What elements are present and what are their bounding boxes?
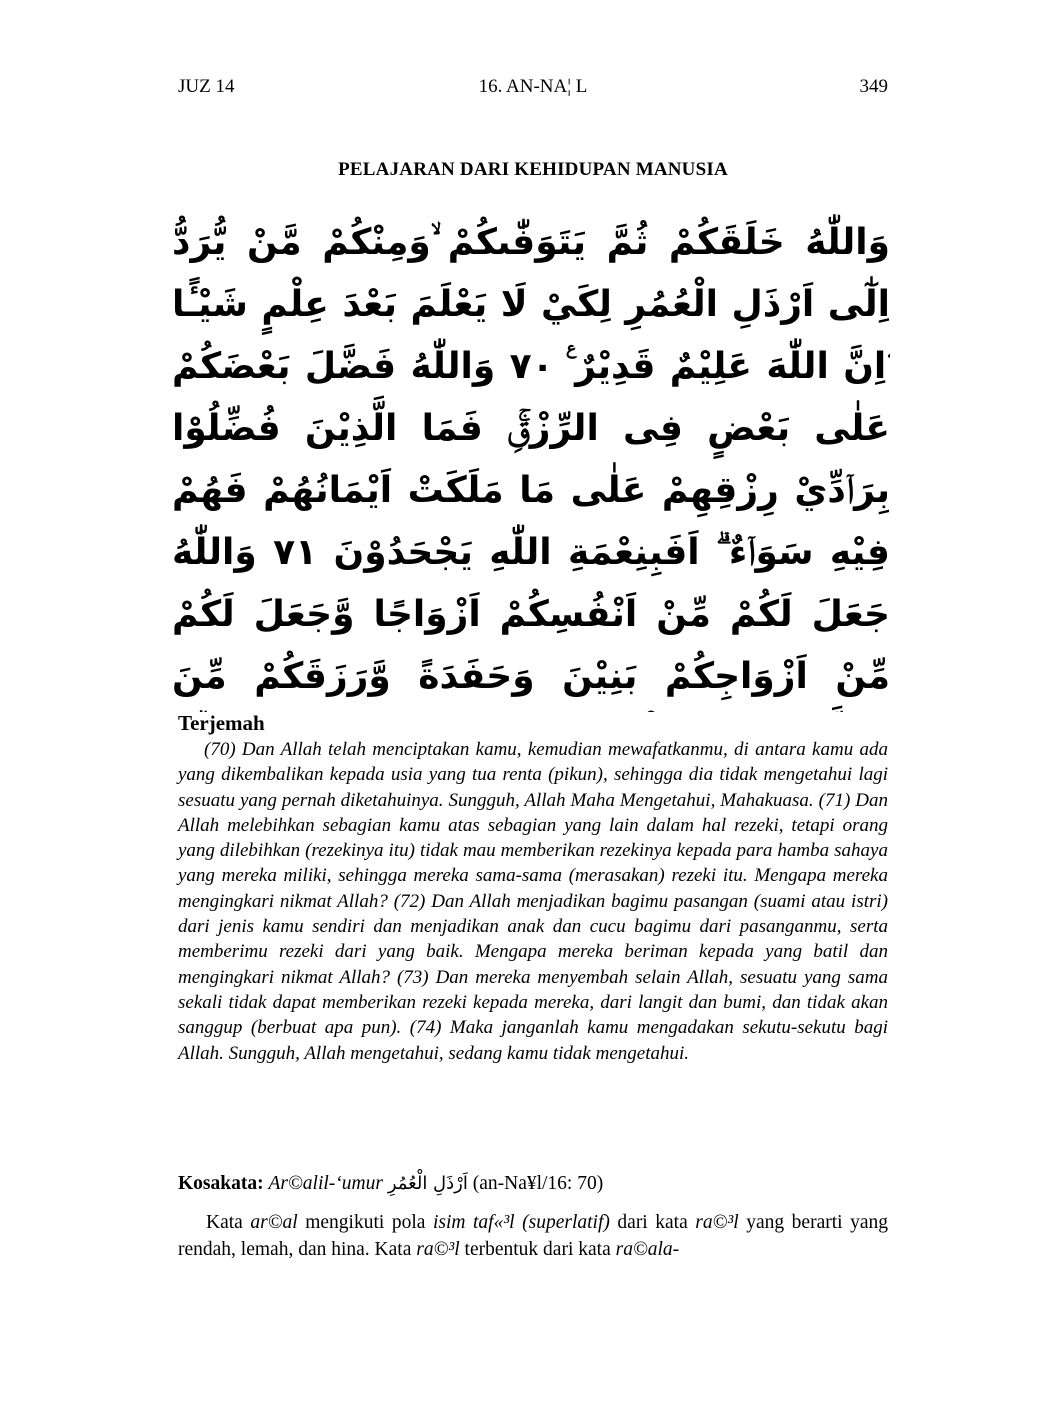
body-text: terbentuk dari kata (459, 1239, 616, 1260)
kosakata-arabic: اَرْذَلِ الْعُمُرِ (387, 1173, 468, 1194)
surah-label: 16. AN-NA¦ L (478, 76, 588, 97)
body-text: Kata (206, 1212, 251, 1233)
body-term: ra©³l (416, 1239, 460, 1260)
kosakata-reference: (an-Na¥l/16: 70) (472, 1173, 604, 1194)
body-term: isim taf«³l (superlatif) (432, 1212, 610, 1233)
body-term: ra©³l (695, 1212, 739, 1233)
page-title: PELAJARAN DARI KEHIDUPAN MANUSIA (338, 159, 728, 180)
kosakata-explanation (178, 1209, 888, 1263)
body-text: dari kata (609, 1212, 696, 1233)
kosakata-term: Ar©alil-‘umur (268, 1173, 383, 1194)
running-header (178, 76, 888, 100)
section-heading: Terjemah (178, 711, 265, 735)
body-text: mengikuti pola (297, 1212, 433, 1233)
body-term: ar©al (250, 1212, 298, 1233)
kosakata-line (178, 1173, 888, 1195)
arabic-verses: وَاللّٰهُ خَلَقَكُمْ ثُمَّ يَتَوَفّٰىكُمْ ۙوَمِنْكُمْ مَّنْ يُّرَدُّ اِلٰٓى اَرْذَلِ الْعُمُرِ لِكَيْ لَا يَعْلَمَ بَعْدَ عِلْمٍ شَيْـًٔا ۗاِنَّ اللّٰهَ عَلِيْمٌ قَدِيْرٌ ࣖ ٧٠ وَاللّٰهُ فَضَّلَ بَعْضَكُمْ عَلٰى بَعْضٍ فِى الرِّزْقِۚ فَمَا الَّذِيْنَ فُضِّلُوْا بِرَاۤدِّيْ رِزْقِهِمْ عَلٰى مَا مَلَكَتْ اَيْمَانُهُمْ فَهُمْ فِيْهِ سَوَاۤءٌ ۗ اَفَبِنِعْمَةِ اللّٰهِ يَجْحَدُوْنَ ٧١ وَاللّٰهُ جَعَلَ لَكُمْ مِّنْ اَنْفُسِكُمْ اَزْوَاجًا وَّجَعَلَ لَكُمْ مِّنْ اَزْوَاجِكُمْ بَنِيْنَ وَحَفَدَةً وَّرَزَقَكُمْ مِّنَ (172, 222, 890, 697)
body-term: ra©ala- (615, 1239, 680, 1260)
translation-paragraph: (70) Dan Allah telah menciptakan kamu, kemudian mewafatkanmu, di antara kamu ada yang dikembalikan kepada usia yang tua renta (pikun), sehingga dia tidak mengetahui lagi sesuatu yang pernah diketahuinya. Sungguh, Allah Maha Mengetahui, Mahakuasa. (71) Dan Allah melebihkan sebagian kamu atas sebagian yang lain dalam hal rezeki, tetapi orang yang dilebihkan (rezekinya itu) tidak mau memberikan rezekinya kepada para hamba sahaya yang mereka miliki, sehingga mereka sama-sama (merasakan) rezeki itu. Mengapa mereka mengingkari nikmat Allah? (72) Dan Allah menjadikan bagimu pasangan (suami atau istri) dari jenis kamu sendiri dan menjadikan anak dan cucu bagimu dari pasanganmu, serta memberimu rezeki dari yang baik. Mengapa mereka beriman kepada yang batil dan mengingkari nikmat Allah? (73) Dan mereka menyembah selain Allah, sesuatu yang sama sekali tidak dapat memberikan rezeki kepada mereka, dari langit dan bumi, dan tidak akan sanggup (berbuat apa pun). (74) Maka janganlah kamu mengadakan sekutu-sekutu bagi Allah. Sungguh, Allah mengetahui, sedang kamu tidak mengetahui. (178, 739, 888, 1064)
body-text: yang berarti yang rendah, lemah, dan hina. Kata (178, 1212, 889, 1260)
page-number: 349 (859, 76, 888, 97)
juz-label: JUZ 14 (178, 76, 235, 97)
kosakata-label: Kosakata: (178, 1173, 264, 1194)
